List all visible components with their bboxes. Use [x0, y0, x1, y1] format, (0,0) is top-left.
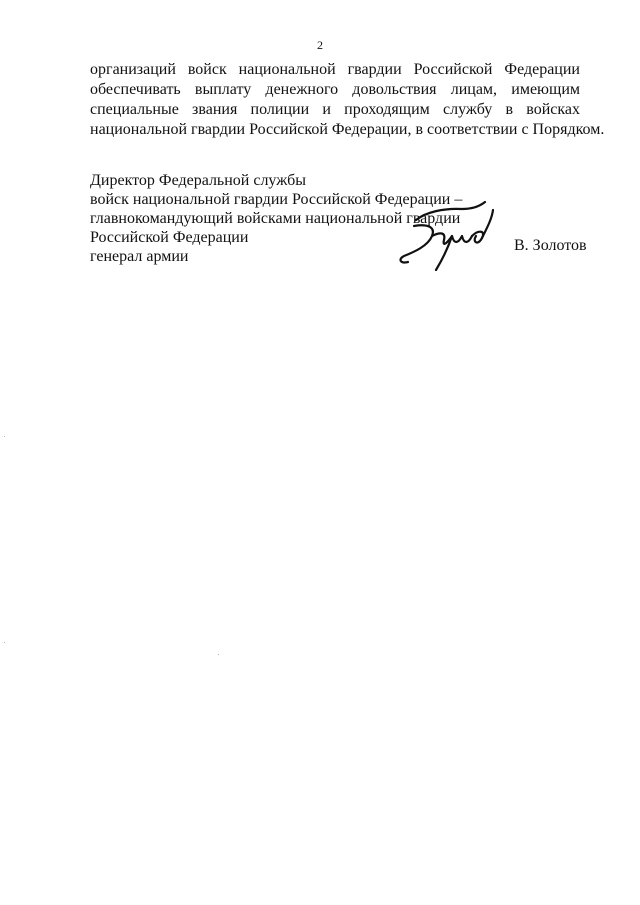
body-line: специальные звания полиции и проходящим службу в войсках [90, 101, 580, 118]
position-line: войск национальной гвардии Российской Федерации – [90, 191, 463, 208]
military-rank: генерал армии [90, 248, 189, 265]
body-paragraph [90, 60, 605, 140]
position-line: Директор Федеральной службы [90, 172, 306, 189]
body-line: организаций войск национальной гвардии Российской Федерации [90, 61, 580, 78]
position-line: главнокомандующий войсками национальной гвардии [90, 210, 461, 227]
body-line: национальной гвардии Российской Федерации, в соответствии с Порядком. [90, 121, 605, 138]
position-line: Российской Федерации [90, 229, 249, 246]
handwritten-signature [392, 196, 497, 271]
page-number: 2 [317, 38, 323, 52]
scan-artifact [4, 436, 5, 437]
scan-artifact [4, 642, 5, 643]
signer-name: В. Золотов [514, 237, 587, 254]
body-line: обеспечивать выплату денежного довольствия лицам, имеющим [90, 81, 580, 98]
scan-artifact [218, 654, 219, 655]
